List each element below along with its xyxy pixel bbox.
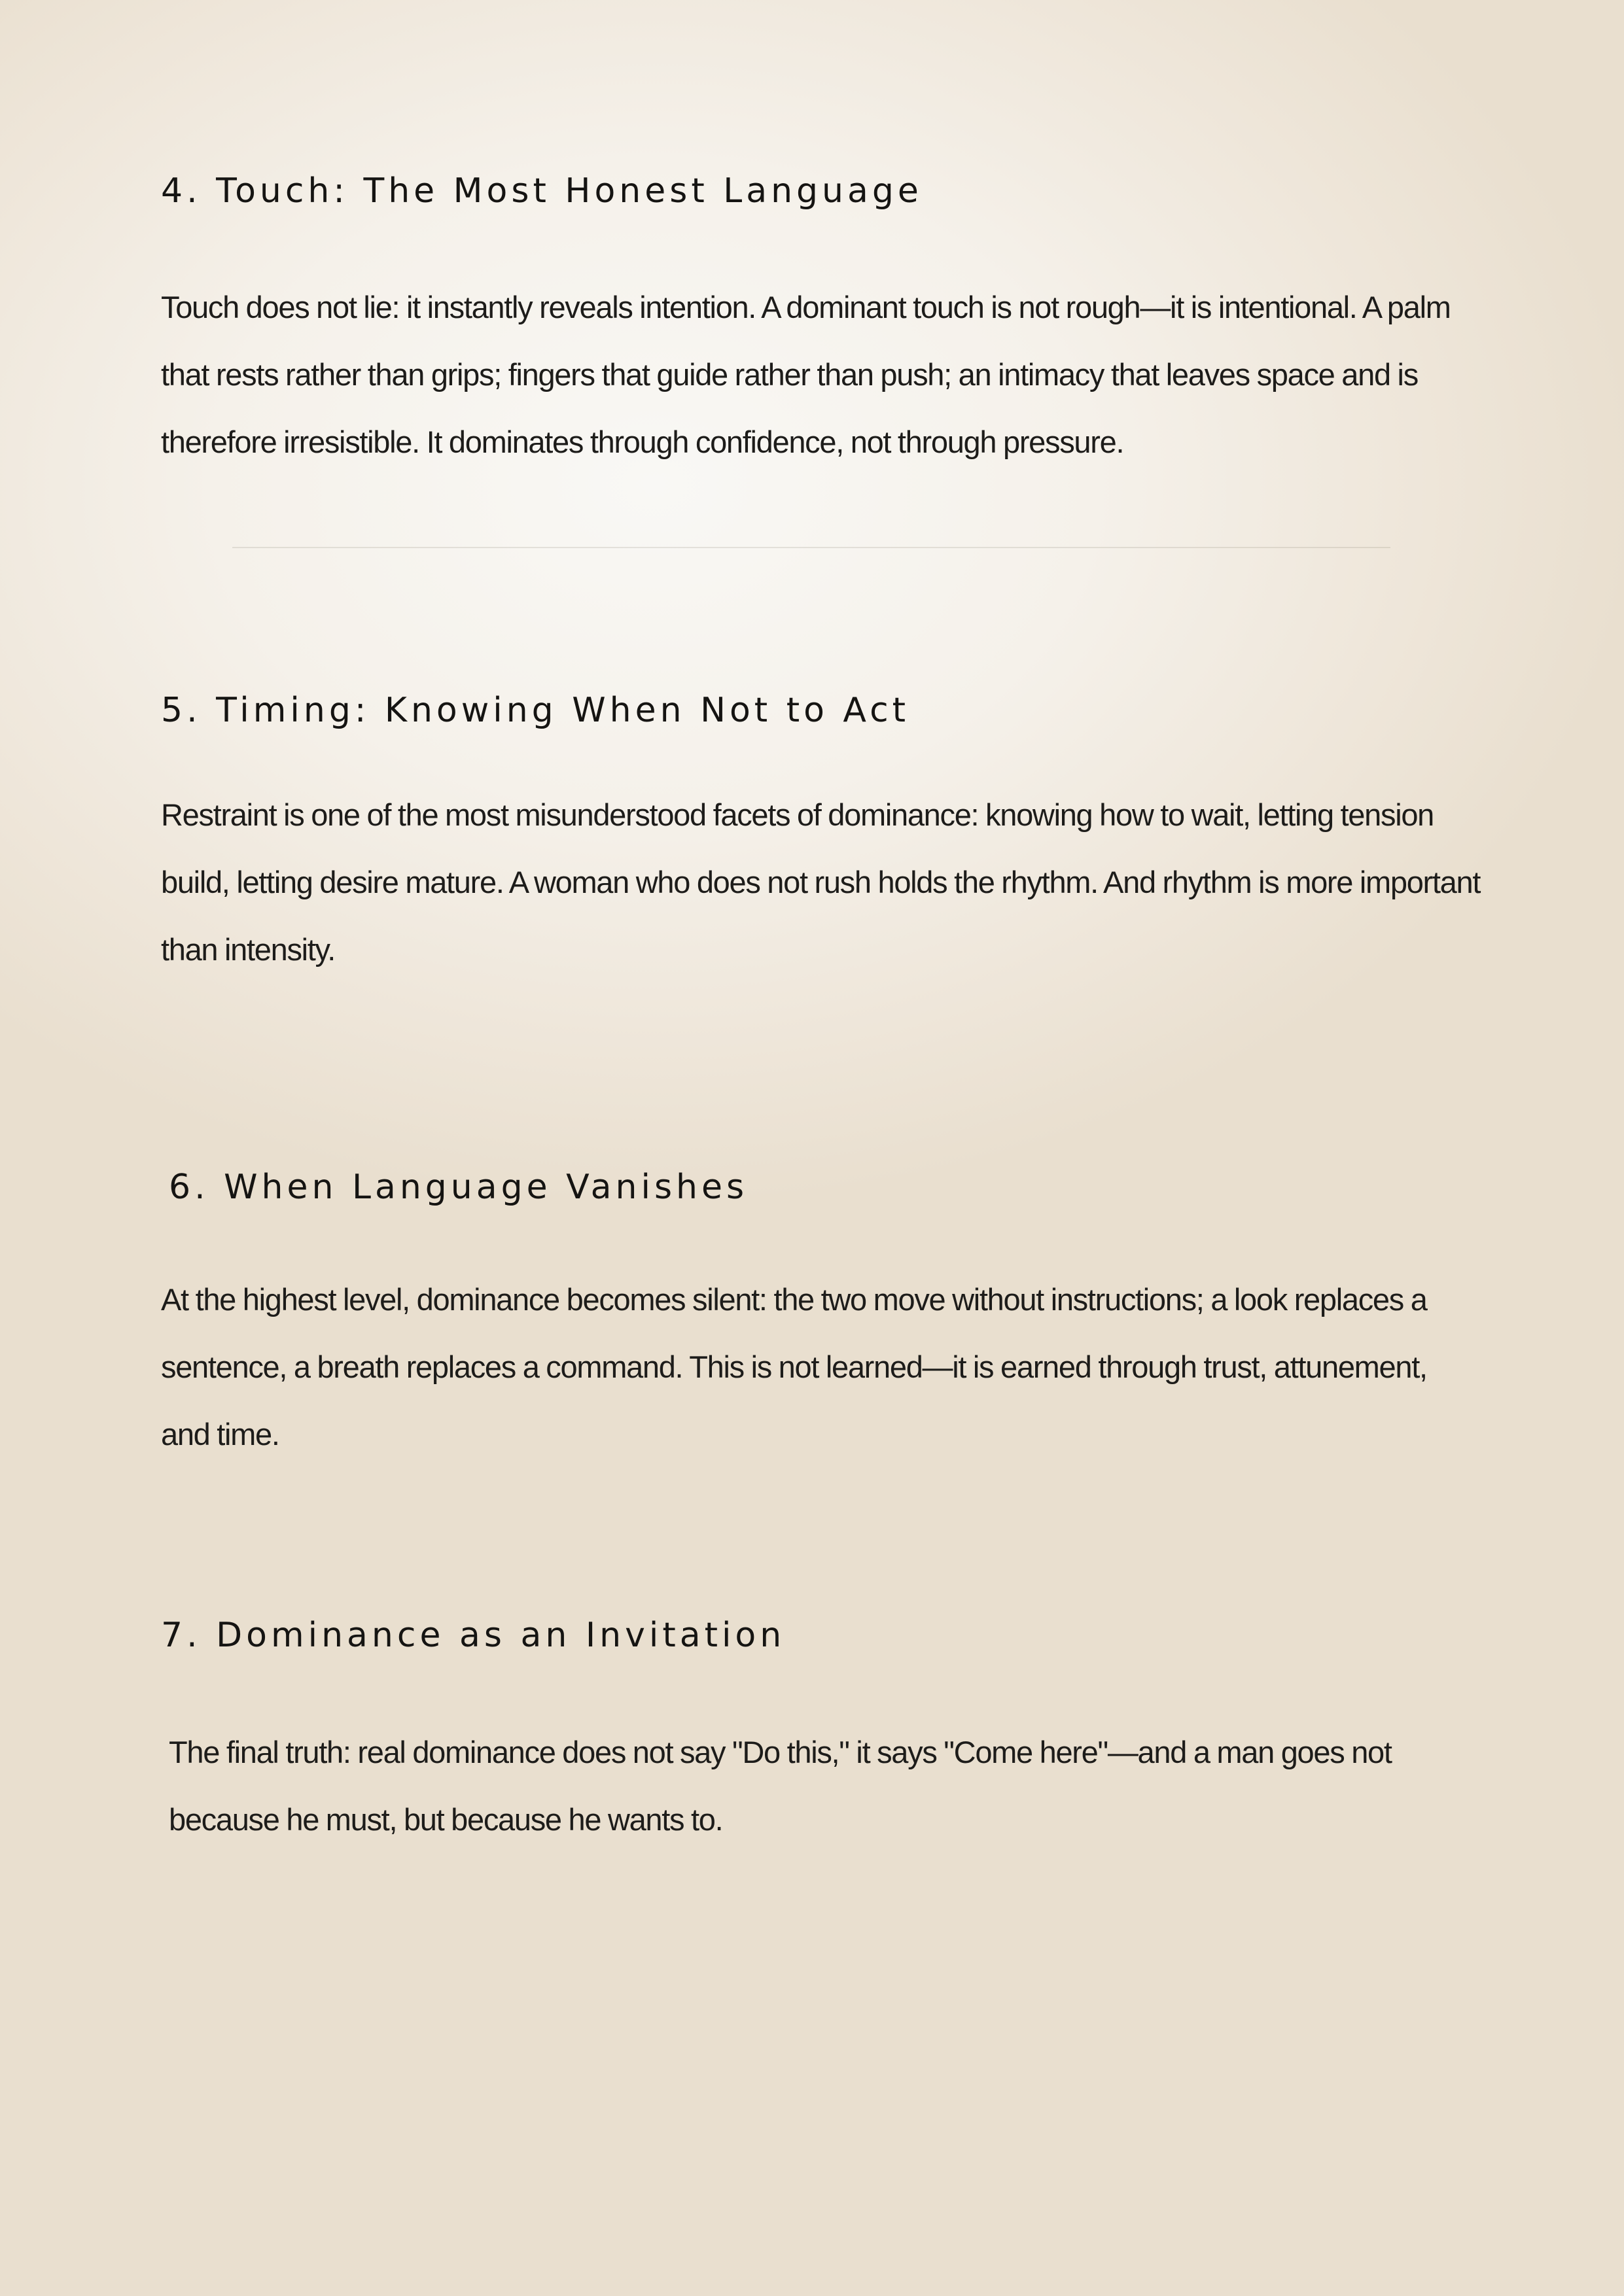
section-divider [232,547,1390,548]
section-6-body: At the highest level, dominance becomes silent: the two move without instructions; a look replaces a sentence, a breath replaces a command. This is not learned—it is earned through trust, attunement, and time. [161,1282,1427,1452]
section-5-body: Restraint is one of the most misunderstood facets of dominance: knowing how to wait, letting tension build, letting desire mature. A woman who does not rush holds the rhythm. And rhythm is more important than intensity. [161,797,1481,967]
section-7-body: The final truth: real dominance does not say "Do this," it says "Come here"—and a man goes not because he must, but because he wants to. [169,1735,1392,1837]
section-5-heading: 5. Timing: Knowing When Not to Act [161,691,910,730]
section-7-heading: 7. Dominance as an Invitation [161,1616,786,1655]
section-4-heading: 4. Touch: The Most Honest Language [161,171,923,211]
section-6-heading: 6. When Language Vanishes [169,1168,749,1207]
section-4-body: Touch does not lie: it instantly reveals intention. A dominant touch is not rough—it is intentional. A palm that rests rather than grips; fingers that guide rather than push; an intimacy that leaves space and is therefore irresistible. It dominates through confidence, not through pressure. [161,290,1451,459]
